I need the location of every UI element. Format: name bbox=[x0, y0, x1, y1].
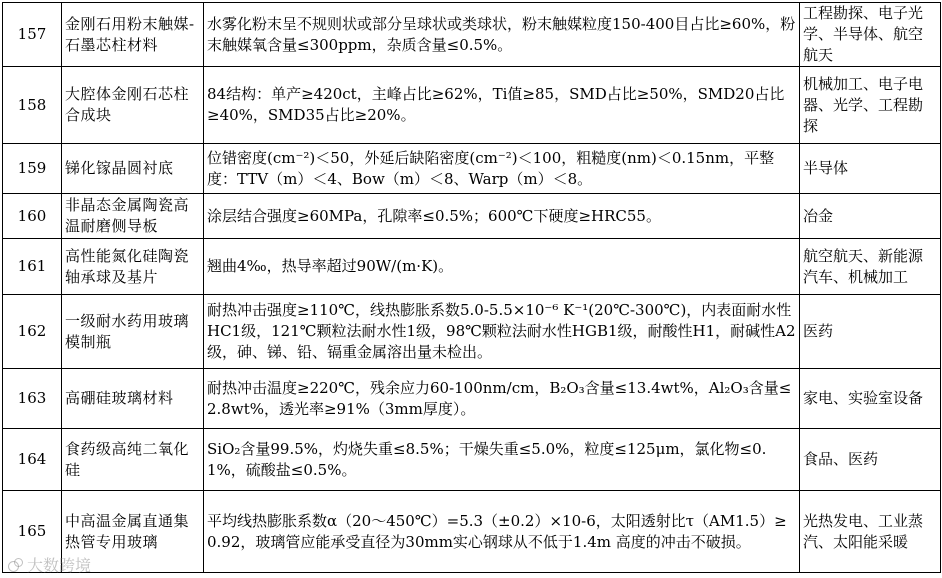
row-number: 162 bbox=[3, 295, 62, 369]
row-number: 159 bbox=[3, 144, 62, 194]
application-field: 食品、医药 bbox=[800, 429, 941, 491]
application-field: 半导体 bbox=[800, 144, 941, 194]
watermark-text: 大数跨境 bbox=[27, 556, 92, 575]
material-name: 锑化镓晶圆衬底 bbox=[62, 144, 204, 194]
row-number: 157 bbox=[3, 3, 62, 67]
material-spec: 水雾化粉末呈不规则状或部分呈球状或类球状，粉末触媒粒度150-400目占比≥60%，粉末触媒氧含量≤300ppm，杂质含量≤0.5%。 bbox=[204, 3, 800, 67]
table-row bbox=[3, 194, 941, 239]
row-number: 165 bbox=[3, 491, 62, 573]
table-row bbox=[3, 429, 941, 491]
row-number: 161 bbox=[3, 239, 62, 295]
application-field: 航空航天、新能源汽车、机械加工 bbox=[800, 239, 941, 295]
table-row bbox=[3, 3, 941, 67]
material-name: 非晶态金属陶瓷高温耐磨侧导板 bbox=[62, 194, 204, 239]
row-number: 163 bbox=[3, 369, 62, 429]
application-field: 家电、实验室设备 bbox=[800, 369, 941, 429]
table-row bbox=[3, 144, 941, 194]
table-row bbox=[3, 239, 941, 295]
material-spec: 耐热冲击温度≥220℃，残余应力60-100nm/cm，B₂O₃含量≤13.4wt%，Al₂O₃含量≤2.8wt%，透光率≥91%（3mm厚度）。 bbox=[204, 369, 800, 429]
application-field: 机械加工、电子电器、光学、工程勘探 bbox=[800, 67, 941, 144]
material-name: 金刚石用粉末触媒-石墨芯柱材料 bbox=[62, 3, 204, 67]
material-name: 中高温金属直通集热管专用玻璃 bbox=[62, 491, 204, 573]
material-name: 高硼硅玻璃材料 bbox=[62, 369, 204, 429]
material-spec: 涂层结合强度≥60MPa，孔隙率≤0.5%；600℃下硬度≥HRC55。 bbox=[204, 194, 800, 239]
material-name: 高性能氮化硅陶瓷轴承球及基片 bbox=[62, 239, 204, 295]
row-number: 160 bbox=[3, 194, 62, 239]
material-spec: 翘曲4‰，热导率超过90W/(m·K)。 bbox=[204, 239, 800, 295]
row-number: 158 bbox=[3, 67, 62, 144]
application-field: 医药 bbox=[800, 295, 941, 369]
application-field: 工程勘探、电子光学、半导体、航空航天 bbox=[800, 3, 941, 67]
material-name: 食药级高纯二氧化硅 bbox=[62, 429, 204, 491]
table-row bbox=[3, 491, 941, 573]
material-spec: 84结构：单产≥420ct，主峰占比≥62%，Ti值≥85，SMD占比≥50%，SMD20占比≥40%，SMD35占比≥20%。 bbox=[204, 67, 800, 144]
material-spec: 耐热冲击强度≥110℃，线热膨胀系数5.0-5.5×10⁻⁶ K⁻¹(20℃-300℃)，内表面耐水性HC1级，121℃颗粒法耐水性1级，98℃颗粒法耐水性HGB1级，耐酸性H1，耐碱性A2级，砷、锑、铅、镉重金属溶出量未检出。 bbox=[204, 295, 800, 369]
row-number: 164 bbox=[3, 429, 62, 491]
material-name: 大腔体金刚石芯柱合成块 bbox=[62, 67, 204, 144]
table-row bbox=[3, 295, 941, 369]
table-row bbox=[3, 369, 941, 429]
application-field: 冶金 bbox=[800, 194, 941, 239]
table-row bbox=[3, 67, 941, 144]
material-spec: 位错密度(cm⁻²)＜50，外延后缺陷密度(cm⁻²)＜100，粗糙度(nm)＜0.15nm，平整度：TTV（m）＜4、Bow（m）＜8、Warp（m）＜8。 bbox=[204, 144, 800, 194]
material-spec: SiO₂含量99.5%，灼烧失重≤8.5%；干燥失重≤5.0%，粒度≤125μm，氯化物≤0.1%，硫酸盐≤0.5%。 bbox=[204, 429, 800, 491]
material-spec: 平均线热膨胀系数α（20～450℃）=5.3（±0.2）×10-6，太阳透射比τ（AM1.5）≥0.92，玻璃管应能承受直径为30mm实心钢球从不低于1.4m 高度的冲击不破损。 bbox=[204, 491, 800, 573]
materials-table bbox=[2, 2, 941, 573]
application-field: 光热发电、工业蒸汽、太阳能采暖 bbox=[800, 491, 941, 573]
material-name: 一级耐水药用玻璃模制瓶 bbox=[62, 295, 204, 369]
